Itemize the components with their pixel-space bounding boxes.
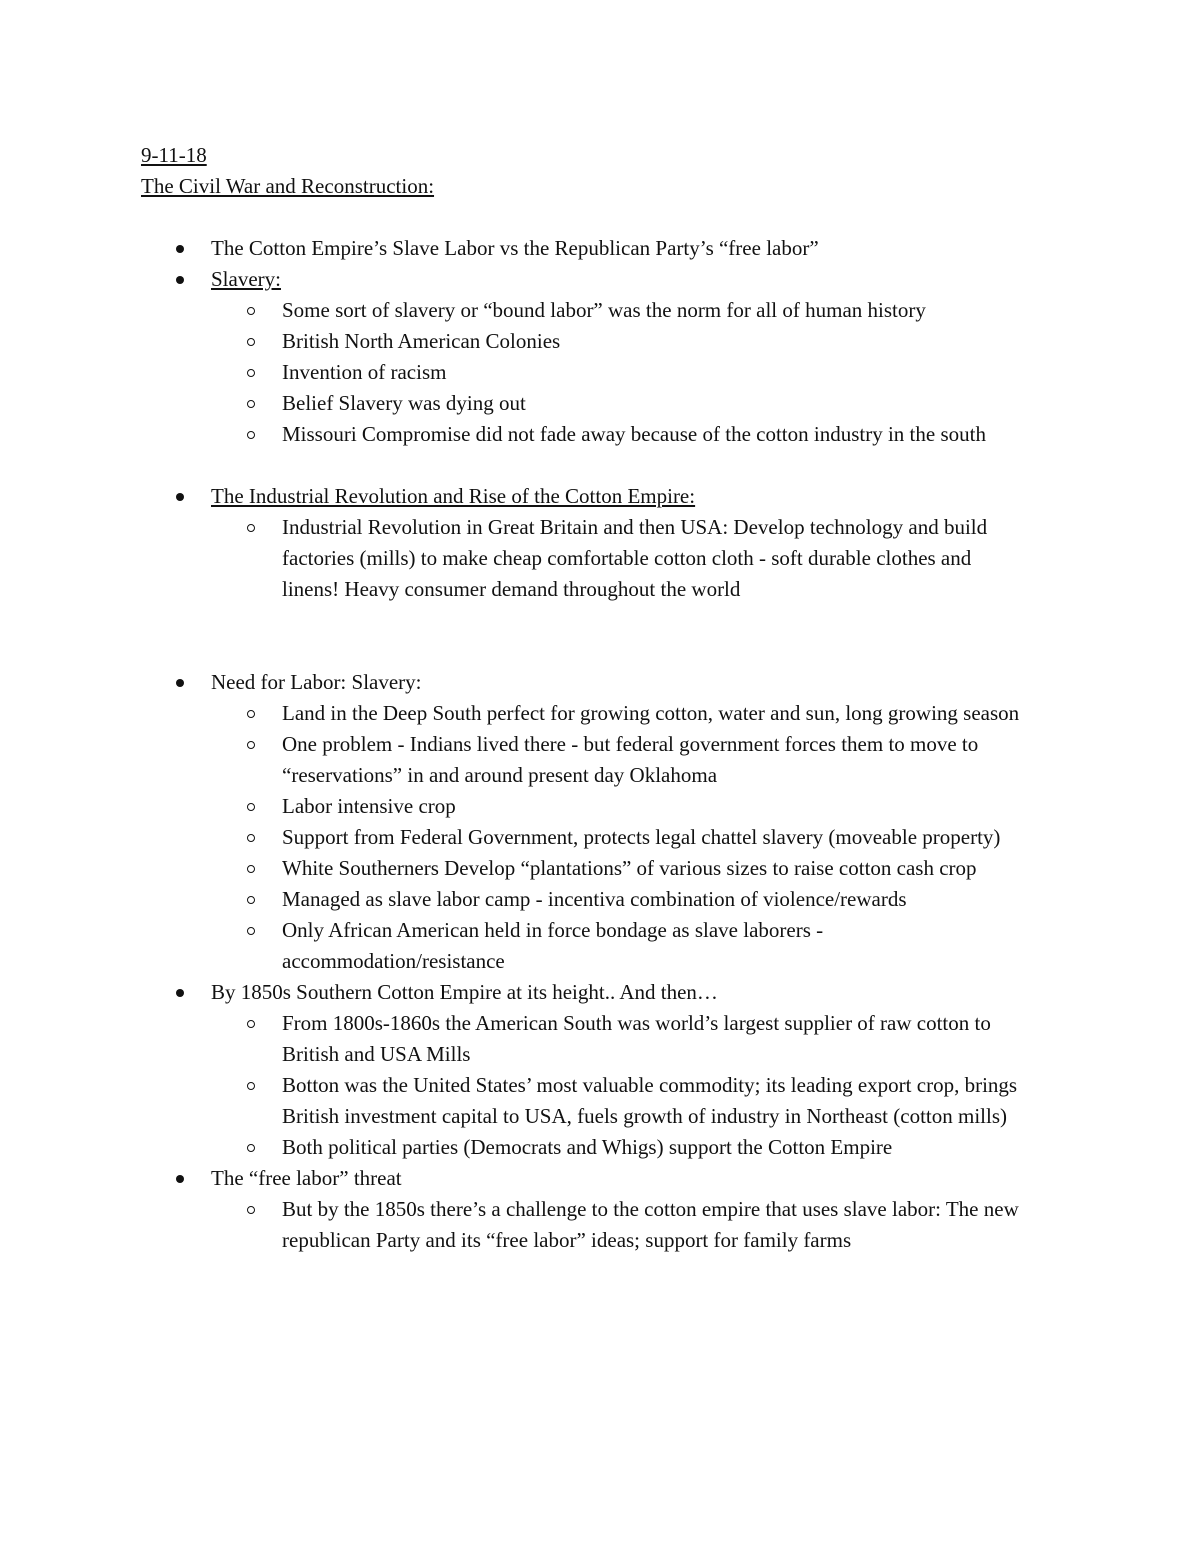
spacer: [141, 202, 1071, 233]
bullet-dot-icon: [176, 1175, 184, 1183]
sub-item: [211, 1008, 1071, 1070]
bullet-item: [141, 264, 1071, 481]
sub-item: [211, 326, 1071, 357]
sub-item-text: Only African American held in force bondage as slave laborers - accommodation/resistance: [282, 918, 824, 973]
sub-item: [211, 357, 1071, 388]
outline-list: [141, 233, 1071, 1256]
sub-item-text: Some sort of slavery or “bound labor” was the norm for all of human history: [282, 298, 926, 322]
sub-item-text: Invention of racism: [282, 360, 447, 384]
sub-item-text: But by the 1850s there’s a challenge to the cotton empire that uses slave labor: The new republican Party and its “free labor” ideas; support for family farms: [282, 1197, 1019, 1252]
note-title: The Civil War and Reconstruction:: [141, 174, 435, 198]
sub-list: [211, 295, 1071, 450]
sub-item: [211, 822, 1071, 853]
sub-list: [211, 512, 1071, 605]
sub-item: [211, 884, 1071, 915]
bullet-item: [141, 667, 1071, 977]
spacer: [211, 450, 1071, 481]
hollow-circle-icon: [247, 927, 255, 935]
bullet-item: [141, 977, 1071, 1163]
sub-item: [211, 1132, 1071, 1163]
sub-list: [211, 698, 1071, 977]
hollow-circle-icon: [247, 896, 255, 904]
spacer: [211, 605, 1071, 667]
document-content: [141, 140, 1071, 1256]
sub-item-text: Managed as slave labor camp - incentiva combination of violence/rewards: [282, 887, 907, 911]
sub-item-text: Belief Slavery was dying out: [282, 391, 526, 415]
sub-item: [211, 1194, 1071, 1256]
sub-item-text: British North American Colonies: [282, 329, 561, 353]
bullet-text: By 1850s Southern Cotton Empire at its height.. And then…: [211, 980, 718, 1004]
sub-item-text: Labor intensive crop: [282, 794, 456, 818]
bullet-item: [141, 233, 1071, 264]
sub-item: [211, 915, 1071, 977]
bullet-heading: The Industrial Revolution and Rise of the Cotton Empire:: [211, 484, 696, 508]
bullet-dot-icon: [176, 989, 184, 997]
bullet-text: The “free labor” threat: [211, 1166, 402, 1190]
hollow-circle-icon: [247, 338, 255, 346]
hollow-circle-icon: [247, 524, 255, 532]
sub-item-text: Missouri Compromise did not fade away because of the cotton industry in the south: [282, 422, 986, 446]
hollow-circle-icon: [247, 834, 255, 842]
hollow-circle-icon: [247, 369, 255, 377]
bullet-item: [141, 1163, 1071, 1256]
sub-item: [211, 729, 1071, 791]
sub-item-text: Support from Federal Government, protects legal chattel slavery (moveable property): [282, 825, 1001, 849]
sub-item: [211, 388, 1071, 419]
sub-item-text: Industrial Revolution in Great Britain and then USA: Develop technology and build factories (mills) to make cheap comfortable cotton cloth - soft durable clothes and linens! Heavy consumer demand throughout the world: [282, 515, 988, 601]
bullet-dot-icon: [176, 245, 184, 253]
hollow-circle-icon: [247, 1144, 255, 1152]
hollow-circle-icon: [247, 1020, 255, 1028]
bullet-dot-icon: [176, 276, 184, 284]
hollow-circle-icon: [247, 431, 255, 439]
sub-item: [211, 698, 1071, 729]
sub-item: [211, 419, 1071, 450]
note-date: 9-11-18: [141, 143, 207, 167]
sub-item: [211, 512, 1071, 605]
sub-item-text: From 1800s-1860s the American South was world’s largest supplier of raw cotton to British and USA Mills: [282, 1011, 991, 1066]
sub-item: [211, 295, 1071, 326]
sub-item-text: White Southerners Develop “plantations” of various sizes to raise cotton cash crop: [282, 856, 977, 880]
hollow-circle-icon: [247, 307, 255, 315]
sub-item: [211, 1070, 1071, 1132]
sub-item-text: Both political parties (Democrats and Whigs) support the Cotton Empire: [282, 1135, 893, 1159]
sub-item: [211, 791, 1071, 822]
hollow-circle-icon: [247, 1206, 255, 1214]
bullet-item: [141, 481, 1071, 667]
sub-item-text: One problem - Indians lived there - but federal government forces them to move to “reservations” in and around present day Oklahoma: [282, 732, 979, 787]
hollow-circle-icon: [247, 865, 255, 873]
sub-list: [211, 1008, 1071, 1163]
hollow-circle-icon: [247, 741, 255, 749]
hollow-circle-icon: [247, 1082, 255, 1090]
sub-item-text: Botton was the United States’ most valuable commodity; its leading export crop, brings British investment capital to USA, fuels growth of industry in Northeast (cotton mills): [282, 1073, 1018, 1128]
bullet-heading: Slavery:: [211, 267, 281, 291]
hollow-circle-icon: [247, 803, 255, 811]
bullet-text: Need for Labor: Slavery:: [211, 670, 422, 694]
bullet-dot-icon: [176, 493, 184, 501]
bullet-text: The Cotton Empire’s Slave Labor vs the Republican Party’s “free labor”: [211, 236, 819, 260]
sub-list: [211, 1194, 1071, 1256]
sub-item: [211, 853, 1071, 884]
sub-item-text: Land in the Deep South perfect for growing cotton, water and sun, long growing season: [282, 701, 1020, 725]
bullet-dot-icon: [176, 679, 184, 687]
hollow-circle-icon: [247, 710, 255, 718]
hollow-circle-icon: [247, 400, 255, 408]
